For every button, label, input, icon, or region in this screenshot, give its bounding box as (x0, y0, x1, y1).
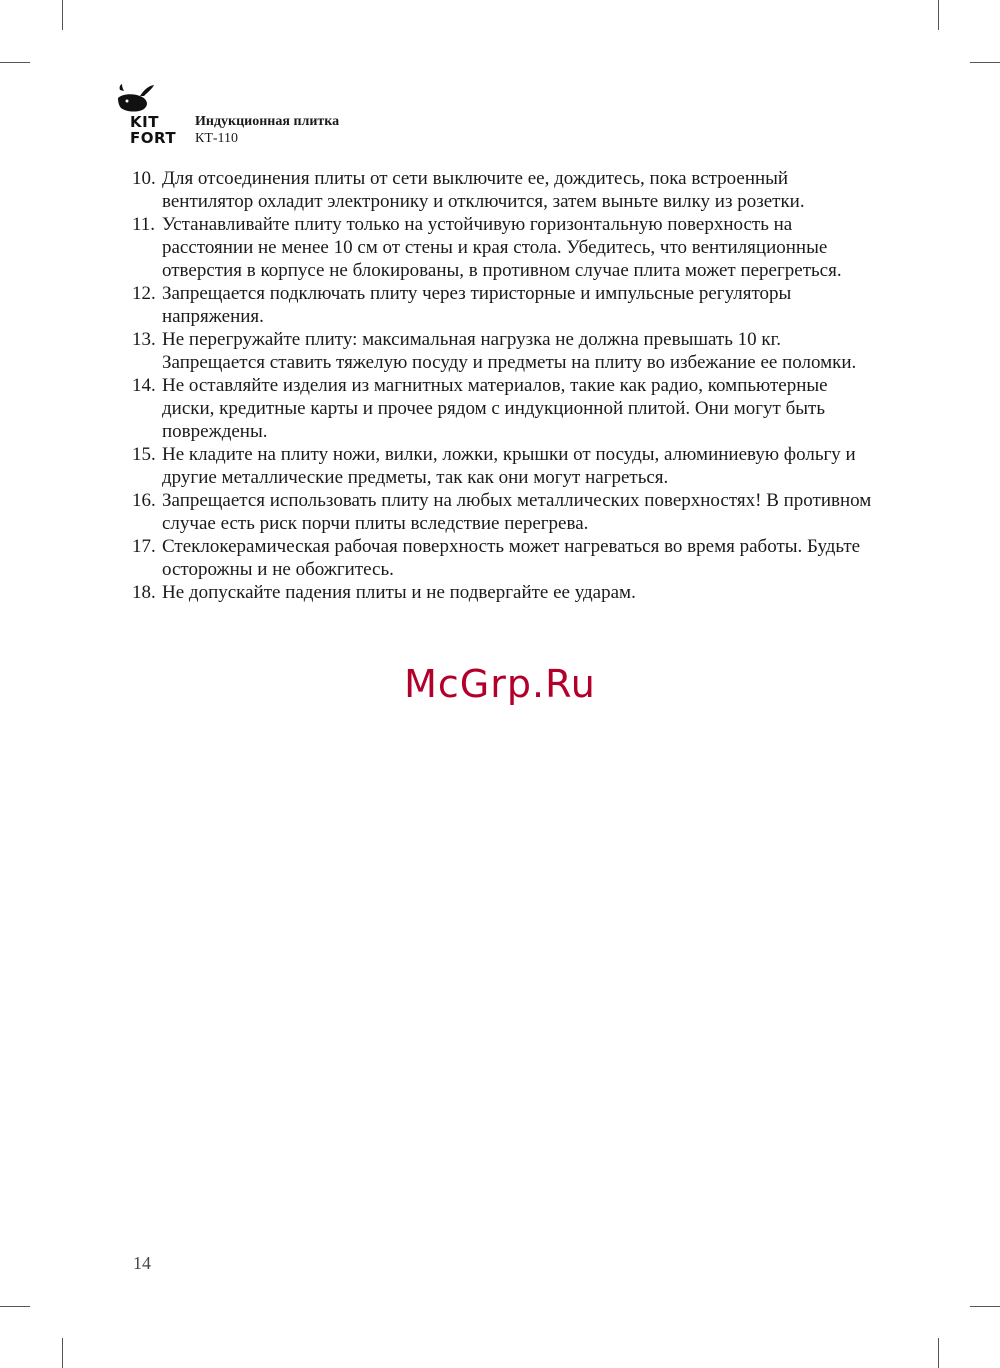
item-text: Не кладите на плиту ножи, вилки, ложки, крышки от посуды, алюминиевую фольгу и другие металлические предметы, так как они могут нагреться. (162, 444, 856, 488)
crop-mark (970, 1306, 1000, 1307)
list-item (132, 374, 877, 443)
page-number: 14 (133, 1253, 151, 1273)
crop-mark (0, 62, 30, 63)
item-number: 12. (132, 283, 156, 304)
list-item (132, 489, 877, 535)
crop-mark (62, 1338, 63, 1368)
item-number: 13. (132, 329, 156, 350)
item-text: Не оставляйте изделия из магнитных материалов, такие как радио, компьютерные диски, кредитные карты и прочее рядом с индукционной плитой. Они могут быть повреждены. (162, 375, 828, 442)
safety-instructions-list (132, 167, 877, 604)
logo-line-2: FORT (130, 129, 177, 147)
item-text: Для отсоединения плиты от сети выключите ее, дождитесь, пока встроенный вентилятор охладит электронику и отключится, затем выньте вилку из розетки. (162, 168, 805, 212)
logo-line-1: KIT (130, 113, 159, 131)
item-text: Не допускайте падения плиты и не подвергайте ее ударам. (162, 582, 636, 603)
list-item (132, 581, 877, 604)
list-item (132, 535, 877, 581)
document-title: Индукционная плитка (195, 114, 340, 129)
list-item (132, 167, 877, 213)
item-number: 10. (132, 168, 156, 189)
crop-mark (970, 62, 1000, 63)
item-number: 11. (132, 214, 156, 235)
crop-mark (938, 0, 939, 30)
watermark: McGrp.Ru (404, 662, 596, 706)
item-number: 15. (132, 444, 156, 465)
item-text: Запрещается использовать плиту на любых металлических поверхностях! В противном случае есть риск порчи плиты вследствие перегрева. (162, 490, 872, 534)
item-text: Запрещается подключать плиту через тиристорные и импульсные регуляторы напряжения. (162, 283, 792, 327)
list-item (132, 443, 877, 489)
item-text: Устанавливайте плиту только на устойчивую горизонтальную поверхность на расстоянии не менее 10 см от стены и края стола. Убедитесь, что вентиляционные отверстия в корпусе не блокированы, в противном случае плита может перегреться. (162, 214, 842, 281)
list-item (132, 282, 877, 328)
list-item (132, 213, 877, 282)
model-number: КТ-110 (195, 131, 239, 146)
item-number: 18. (132, 582, 156, 603)
item-number: 16. (132, 490, 156, 511)
crop-mark (0, 1306, 30, 1307)
kitfort-logo (110, 84, 182, 146)
crop-mark (62, 0, 63, 30)
item-text: Стеклокерамическая рабочая поверхность может нагреваться во время работы. Будьте осторожны и не обожгитесь. (162, 536, 861, 580)
list-item (132, 328, 877, 374)
item-text: Не перегружайте плиту: максимальная нагрузка не должна превышать 10 кг. Запрещается ставить тяжелую посуду и предметы на плиту во избежание ее поломки. (162, 329, 857, 373)
whale-icon (114, 84, 158, 114)
page-header (195, 113, 339, 147)
item-number: 14. (132, 375, 156, 396)
item-number: 17. (132, 536, 156, 557)
crop-mark (938, 1338, 939, 1368)
